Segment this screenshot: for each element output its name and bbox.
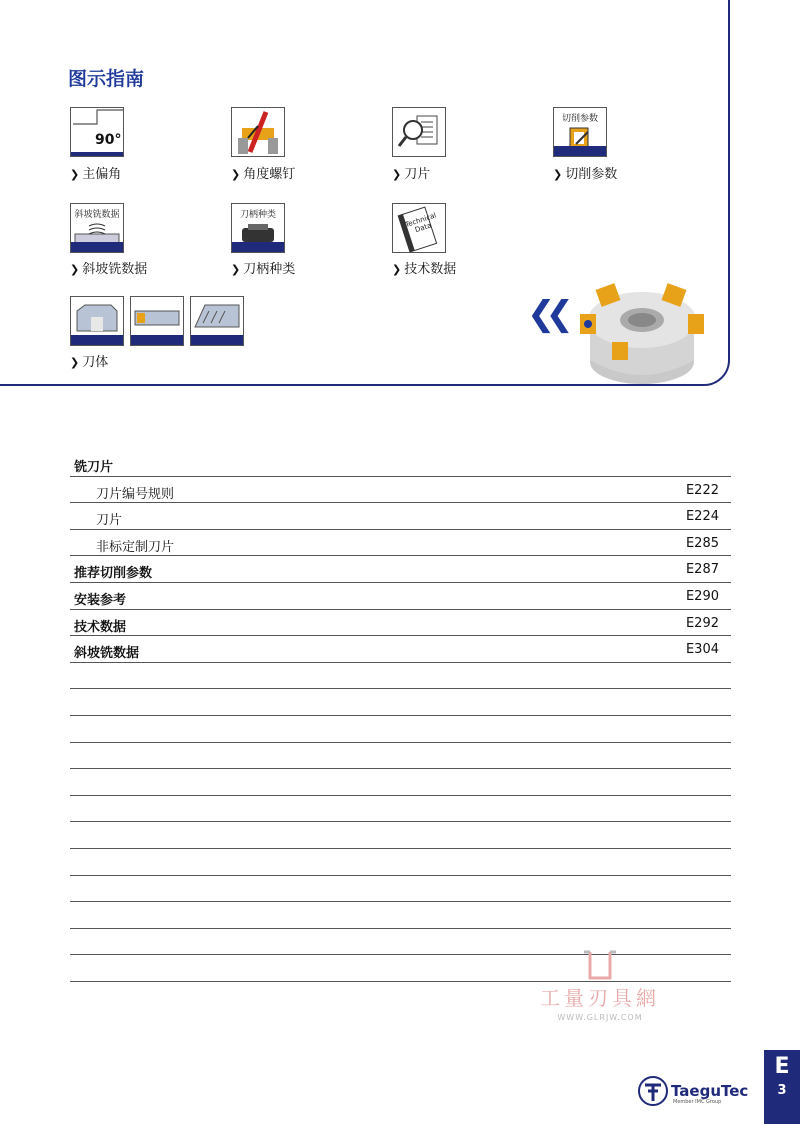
toc-page: E292 — [685, 615, 719, 631]
approach-angle-value: 90° — [95, 132, 122, 148]
legend-title: 图示指南 — [68, 68, 145, 90]
toc-empty-row — [70, 849, 731, 876]
legend-item-label: ❯ 主偏角 — [70, 167, 122, 182]
toc-label: 铣刀片 — [74, 460, 114, 475]
toc-page: E224 — [685, 509, 719, 525]
toc-label: 推荐切削参数 — [74, 566, 153, 582]
legend-item-label: ❯ 刀体 — [70, 355, 109, 370]
toc-row[interactable] — [70, 556, 731, 583]
toc-empty-row — [70, 743, 731, 770]
toc-page: E304 — [685, 642, 719, 658]
watermark-logo-icon — [570, 948, 630, 982]
toc-empty-row — [70, 822, 731, 849]
page-number: 3 — [777, 1083, 787, 1098]
section-tab — [764, 1050, 800, 1124]
tool-body-face-mill-icon — [70, 296, 124, 346]
toc-page: E290 — [685, 588, 719, 604]
toc-empty-row — [70, 769, 731, 796]
technical-data-book-icon: Technical Data — [392, 203, 446, 253]
toc-row[interactable] — [70, 450, 731, 477]
legend-item-label: ❯ 角度螺钉 — [231, 167, 296, 182]
ramping-data-icon: 斜坡铣数据 — [70, 203, 124, 253]
cutting-data-icon: 切削参数 — [553, 107, 607, 157]
toc-empty-row — [70, 796, 731, 823]
toc-row[interactable] — [70, 583, 731, 610]
tool-body-end-mill-icon — [130, 296, 184, 346]
toc-label: 刀片编号规则 — [96, 486, 175, 502]
approach-angle-icon — [70, 107, 124, 157]
legend-item-label: ❯ 斜坡铣数据 — [70, 262, 148, 277]
toc-row[interactable] — [70, 503, 731, 530]
shank-type-icon: 刀柄种类 — [231, 203, 285, 253]
toc-row[interactable] — [70, 477, 731, 504]
brand-logo: TaeguTec Member IMC Group — [637, 1075, 669, 1111]
toc-label: 刀片 — [96, 513, 123, 529]
toc-row[interactable] — [70, 610, 731, 637]
tool-body-shell-mill-icon — [190, 296, 244, 346]
taegutec-logo-icon — [637, 1075, 669, 1107]
legend-item-label: ❯ 技术数据 — [392, 262, 457, 277]
legend-item-label: ❯ 刀柄种类 — [231, 262, 296, 277]
watermark: 工量刃具網 WWW.GLRJW.COM — [540, 948, 660, 1022]
double-chevron-left-icon: ❮❮ — [527, 294, 564, 334]
legend-item-label: ❯ 切削参数 — [553, 167, 618, 182]
table-of-contents — [70, 450, 731, 982]
toc-label: 非标定制刀片 — [96, 539, 175, 555]
toc-empty-row — [70, 902, 731, 929]
toc-page: E222 — [685, 482, 719, 498]
toc-page: E285 — [685, 535, 719, 551]
toc-row[interactable] — [70, 530, 731, 557]
toc-label: 安装参考 — [74, 592, 127, 608]
toc-empty-row — [70, 716, 731, 743]
toc-row[interactable] — [70, 636, 731, 663]
section-letter: E — [774, 1054, 790, 1079]
toc-label: 技术数据 — [74, 619, 127, 635]
toc-page: E287 — [685, 562, 719, 578]
toc-empty-row — [70, 689, 731, 716]
insert-magnifier-icon — [392, 107, 446, 157]
toc-label: 斜坡铣数据 — [74, 646, 140, 662]
legend-item-label: ❯ 刀片 — [392, 167, 431, 182]
angle-screw-icon — [231, 107, 285, 157]
toc-empty-row — [70, 876, 731, 903]
face-mill-cutter-image — [572, 270, 712, 394]
toc-empty-row — [70, 663, 731, 690]
